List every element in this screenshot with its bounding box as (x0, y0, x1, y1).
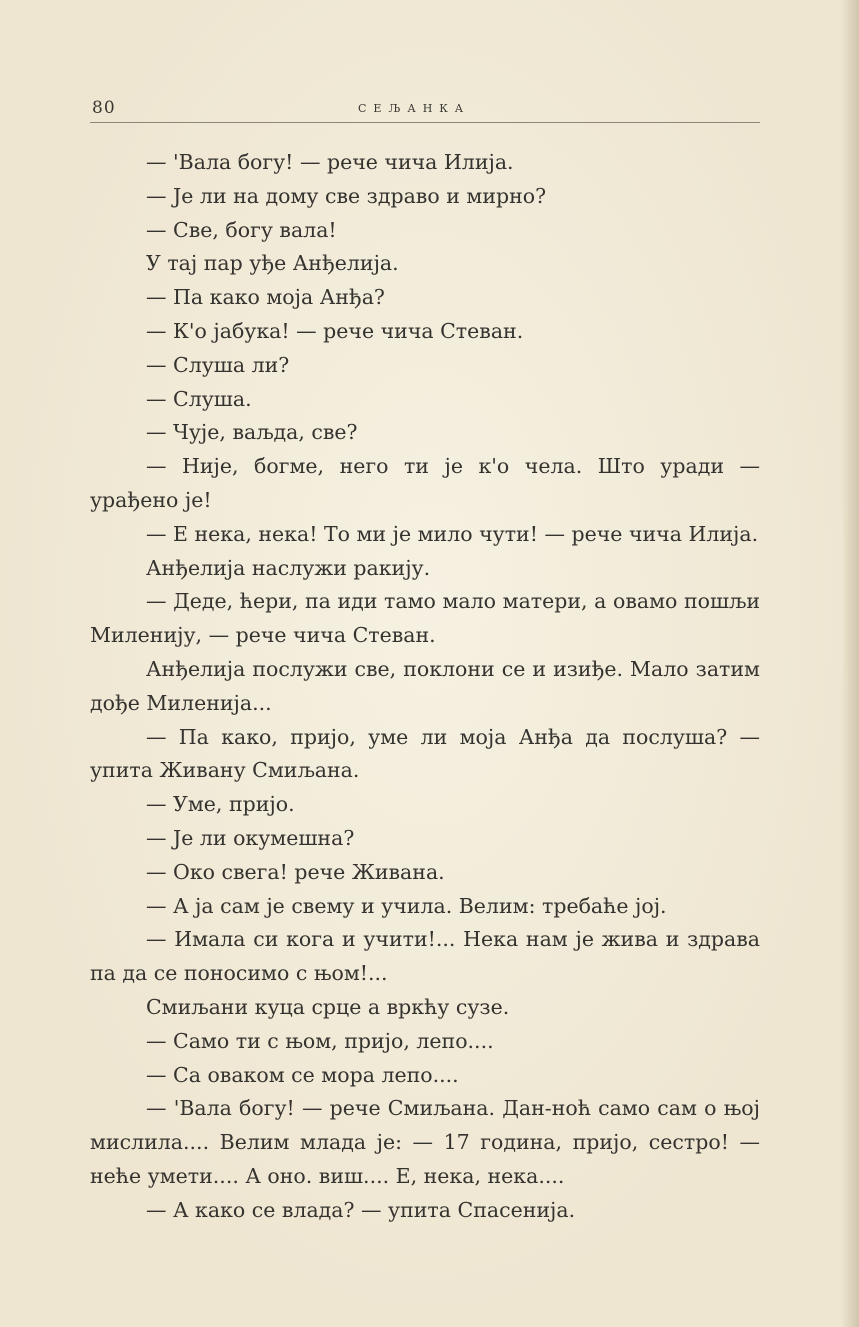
paragraph: — Са оваком се мора лепо.... (146, 1062, 459, 1087)
paragraph: — Је ли окумешна? (146, 825, 355, 850)
paragraph: — Није, богме, него ти је к'о чела. Што уради — урађено је! (90, 454, 767, 512)
paragraph: — Деде, ћери, па иди тамо мало матери, а овамо пошљи Миленију, — рече чича Стеван. (90, 589, 767, 648)
paragraph: Анђелија наслужи ракију. (146, 555, 431, 580)
page-number: 80 (92, 98, 116, 118)
paragraph: — Уме, пријо. (146, 792, 295, 817)
paragraph: — А ја сам је свему и учила. Велим: требаће јој. (146, 893, 667, 918)
running-title: СЕЉАНКА (358, 102, 471, 115)
paragraph: — 'Вала богу! — рече чича Илија. (146, 150, 514, 174)
paragraph: — Па како моја Анђа? (146, 285, 385, 310)
paragraph: — Имала си кога и учити!... Нека нам је жива и здрава па да се поносимо с њом!... (90, 927, 767, 986)
paragraph: У тај пар уђе Анђелија. (146, 251, 399, 276)
paragraph: — К'о јабука! — рече чича Стеван. (146, 318, 524, 343)
paragraph: — Слуша. (146, 386, 252, 411)
page-header (90, 96, 760, 123)
paragraph: — Па како, пријо, уме ли моја Анђа да послуша? — упита Живану Смиљана. (90, 724, 767, 783)
body-text (90, 146, 767, 1228)
paragraph: — Слуша ли? (146, 352, 290, 377)
paragraph: — Е нека, нека! То ми је мило чути! — рече чича Илија. (146, 521, 759, 546)
page-edge-shadow (841, 0, 859, 1327)
paragraph: — Све, богу вала! (146, 217, 337, 242)
paragraph: — Око свега! рече Живана. (146, 859, 445, 884)
paragraph: Смиљани куца срце а вркћу сузе. (146, 994, 510, 1019)
paragraph: — Само ти с њом, пријо, лепо.... (146, 1028, 494, 1053)
paragraph: — Чује, ваљда, све? (146, 420, 358, 445)
paragraph: — Је ли на дому све здраво и мирно? (146, 183, 547, 208)
paragraph: Анђелија послужи све, поклони се и изиђе. Мало затим дође Миленија... (90, 656, 767, 715)
paragraph: — 'Вала богу! — рече Смиљана. Дан-ноћ само сам о њој мислила.... Велим млада је: — 17 година, пријо, сестро! — неће умети.... А оно. виш.... Е, нека, нека.... (90, 1096, 767, 1188)
paragraph: — А како се влада? — упита Спасенија. (146, 1197, 576, 1222)
